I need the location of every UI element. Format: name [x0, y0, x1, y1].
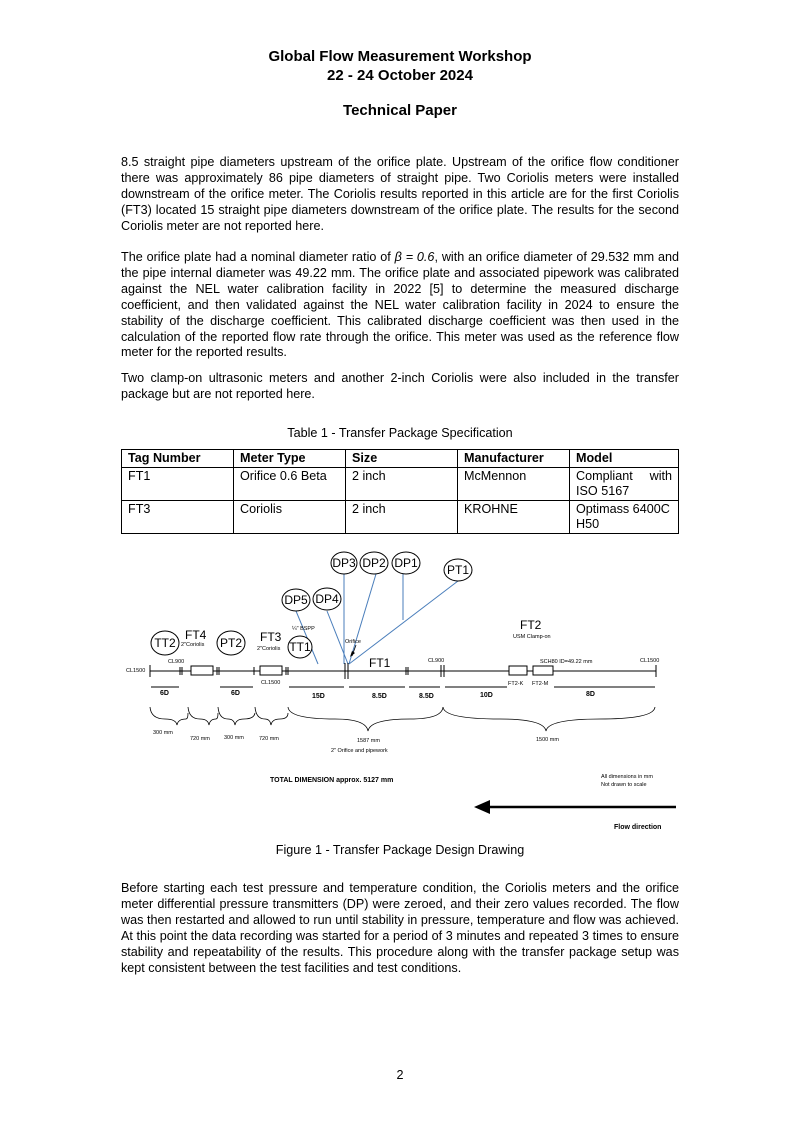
brace-1500	[443, 707, 655, 731]
cl1500-right-label: CL1500	[640, 658, 660, 664]
ft3-body	[260, 666, 282, 675]
sch80-label: SCH80 ID=49.22 mm	[540, 659, 593, 665]
table-header-cell: Tag Number	[122, 450, 234, 468]
dp4-leader	[327, 611, 348, 664]
flow-direction-label: Flow direction	[614, 824, 662, 831]
table-cell: Compliant with ISO 5167	[570, 468, 679, 501]
cl900-a-label: CL900	[168, 659, 185, 665]
total-dimension: TOTAL DIMENSION approx. 5127 mm	[270, 777, 394, 784]
table-row	[122, 501, 679, 534]
workshop-title: Global Flow Measurement Workshop	[268, 48, 532, 65]
brace-300-a	[150, 707, 188, 725]
orifice-arrow-head	[350, 651, 355, 657]
ft4-label: FT4	[185, 628, 207, 642]
transfer-package-drawing	[120, 543, 680, 843]
len-720-b: 720 mm	[259, 736, 279, 742]
dims-note-2: Not drawn to scale	[601, 782, 647, 788]
table-row	[122, 468, 679, 501]
table-cell: McMennon	[458, 468, 570, 501]
paragraph-1: 8.5 straight pipe diameters upstream of the orifice plate. Upstream of the orifice flow conditioner there was approximately 86 pipe diameters of straight pipe. Two Coriolis meters were installed downstream of the orifice meter. The Coriolis results reported in this article are for the first Coriolis (FT3) located 15 straight pipe diameters downstream of the orifice plate. The results for the second Coriolis meter are not reported here.	[121, 155, 679, 233]
brace-300-b	[218, 707, 255, 725]
ft4-sub-label: 2"Coriolis	[181, 642, 205, 648]
ft2-sub-label: USM Clamp-on	[513, 634, 551, 640]
table-header-cell: Meter Type	[234, 450, 346, 468]
ft3-sub-label: 2"Coriolis	[257, 646, 281, 652]
table-header-cell: Manufacturer	[458, 450, 570, 468]
tt2-label: TT2	[154, 636, 176, 650]
table-cell: 2 inch	[346, 501, 458, 534]
length-braces	[150, 707, 655, 731]
paragraph-3: Two clamp-on ultrasonic meters and another 2-inch Coriolis were also included in the transfer package but are not reported here.	[121, 371, 679, 401]
dim-8d-label: 8D	[586, 691, 595, 698]
tt1-label: TT1	[289, 640, 311, 654]
ft1-label: FT1	[369, 656, 391, 670]
dim-8-5d-a-label: 8.5D	[372, 693, 387, 700]
page-number: 2	[396, 1068, 404, 1082]
table-cell: KROHNE	[458, 501, 570, 534]
dp3-label: DP3	[332, 556, 356, 570]
page-header	[0, 47, 800, 119]
brace-720-b	[255, 707, 288, 725]
table-cell: 2 inch	[346, 468, 458, 501]
len-1500: 1500 mm	[536, 737, 559, 743]
dim-6d-b-label: 6D	[231, 690, 240, 697]
instrument-leader-lines	[296, 574, 458, 664]
pipe-line	[150, 663, 656, 679]
len-1587: 1587 mm	[357, 738, 380, 744]
table-cell: FT3	[122, 501, 234, 534]
bspp-label: ¼" BSPP	[292, 626, 315, 632]
cl1500-mid-label: CL1500	[261, 680, 281, 686]
dim-10d-label: 10D	[480, 692, 493, 699]
dims-note-1: All dimensions in mm	[601, 774, 653, 780]
len-720-a: 720 mm	[190, 736, 210, 742]
pt1-label: PT1	[446, 563, 470, 577]
pt2-label: PT2	[219, 636, 243, 650]
table-header-row	[122, 450, 679, 468]
ft2m-label: FT2-M	[532, 681, 549, 687]
table-header-cell: Size	[346, 450, 458, 468]
dp4-label: DP4	[315, 592, 339, 606]
cl1500-left-label: CL1500	[126, 668, 146, 674]
orifice-label: Orifice	[345, 639, 361, 645]
cl900-b-label: CL900	[428, 658, 445, 664]
dp5-label: DP5	[284, 593, 308, 607]
len-300-b: 300 mm	[224, 735, 244, 741]
dp1-label: DP1	[394, 556, 418, 570]
len-1587-sub: 2" Orifice and pipework	[331, 748, 388, 754]
ft2-label: FT2	[520, 618, 542, 632]
dim-6d-a-label: 6D	[160, 690, 169, 697]
table-cell: Coriolis	[234, 501, 346, 534]
table-caption: Table 1 - Transfer Package Specification	[287, 426, 513, 440]
ft2k-body	[509, 666, 527, 675]
beta-value: β = 0.6	[394, 250, 435, 264]
ft2m-body	[533, 666, 553, 675]
brace-720-a	[188, 707, 218, 725]
dp2-leader	[349, 574, 376, 664]
table-cell: FT1	[122, 468, 234, 501]
paragraph-2	[121, 250, 679, 361]
ft2k-label: FT2-K	[508, 681, 524, 687]
table-cell: Orifice 0.6 Beta	[234, 468, 346, 501]
paragraph-2-start: The orifice plate had a nominal diameter ratio of	[121, 250, 395, 264]
dim-15d-label: 15D	[312, 693, 325, 700]
figure-caption: Figure 1 - Transfer Package Design Drawing	[275, 843, 525, 857]
table-header-cell: Model	[570, 450, 679, 468]
paragraph-2-rest: , with an orifice diameter of 29.532 mm and the pipe internal diameter was 49.22 mm. The orifice plate and associated pipework was calibrated against the NEL water calibration facility in 2022 [5] to determine the measured discharge coefficient, and then validated against the NEL water calibration facility in 2024 to ensure the stability of the discharge coefficient. This calibrated discharge coefficient was then used in the calculation of the reported flow rate through the orifice. This meter was used as the reference flow meter for the reported results.	[121, 250, 679, 360]
workshop-dates: 22 - 24 October 2024	[327, 67, 473, 84]
dim-8-5d-b-label: 8.5D	[419, 693, 434, 700]
flow-arrow-head	[474, 800, 490, 814]
ft4-body	[191, 666, 213, 675]
ft3-label: FT3	[260, 630, 282, 644]
dp2-label: DP2	[362, 556, 386, 570]
brace-1587	[288, 707, 443, 731]
spec-table	[121, 449, 679, 534]
paper-type: Technical Paper	[343, 102, 457, 119]
paragraph-4: Before starting each test pressure and temperature condition, the Coriolis meters and the orifice meter differential pressure transmitters (DP) were zeroed, and their zero values recorded. The flow was then restarted and allowed to run until stability in pressure, temperature and flow was achieved. At this point the data recording was started for a period of 3 minutes and repeated 3 times to ensure stability and repeatability of the results. This procedure along with the transfer package setup was kept consistent between the test facilities and test conditions.	[121, 881, 679, 975]
len-300-a: 300 mm	[153, 730, 173, 736]
table-cell: Optimass 6400C H50	[570, 501, 679, 534]
